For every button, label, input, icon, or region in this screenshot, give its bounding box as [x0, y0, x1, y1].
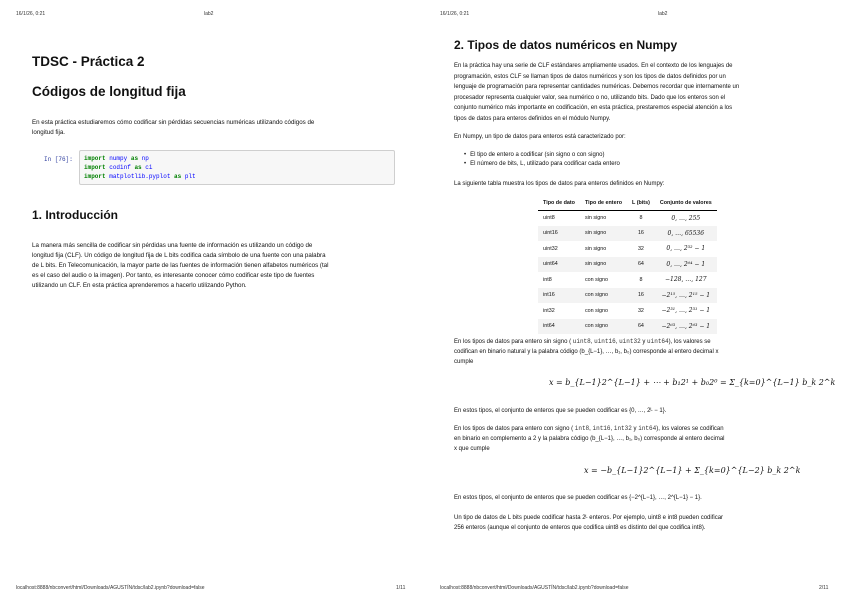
section2-line: programación, estos CLF se llaman tipos de datos numéricos y son los tipos de datos definidos por un — [454, 73, 726, 80]
table-cell: 0, …, 255 — [671, 214, 701, 222]
signed-line: x que cumple — [454, 446, 490, 452]
bullet-list — [464, 151, 620, 169]
unsigned-line: cumple — [454, 359, 474, 365]
bullet-item: • El número de bits, L, utilizado para codificar cada entero — [464, 160, 620, 169]
table-cell: sin signo — [584, 245, 607, 252]
unsigned-line: En los tipos de datos para entero sin signo ( uint8, uint16, uint32 y uint64), los valores se — [454, 338, 711, 345]
capacity-line: 256 enteros (aunque el conjunto de enteros que codifica uint8 es distinto del que codifica int8). — [454, 525, 706, 531]
table-row — [538, 272, 717, 288]
table-cell: uint64 — [538, 257, 580, 273]
equation-signed: x = −b_{L−1}2^{L−1} + Σ_{k=0}^{L−2} b_k 2^k — [584, 466, 801, 475]
capacity-paragraph — [454, 513, 839, 533]
table-cell: −2³¹, …, 2³¹ − 1 — [661, 307, 711, 315]
table-cell: −128, …, 127 — [665, 276, 707, 284]
table-cell: con signo — [580, 319, 627, 335]
table-cell: sin signo — [580, 257, 627, 273]
table-cell: 8 — [639, 276, 643, 283]
code-line: import matplotlib.pyplot as plt — [84, 173, 196, 180]
cell-prompt: In [76]: — [44, 156, 73, 163]
table-cell: uint8 — [543, 215, 555, 221]
page-footer-url: localhost:8888/nbconvert/html/Downloads/AGUSTÍN/tdsc/lab2.ipynb?download=false — [440, 585, 629, 591]
section2-line: conjunto numérico más importante en codificación, en esta práctica, prestaremos especial atención a los — [454, 105, 733, 112]
signed-line: en binario en complemento a 2 y la palabra código (b_{L−1}, …, b₁, b₀) corresponde al entero decimal — [454, 436, 725, 442]
table-row — [538, 303, 717, 319]
code-cell[interactable] — [79, 150, 395, 185]
section1-line: es el caso del audio o la imagen). Por tanto, es interesante conocer cómo codificar este tipo de fuentes — [32, 272, 315, 279]
table-cell: sin signo — [580, 226, 627, 242]
table-cell: 32 — [637, 307, 644, 314]
table-cell: int8 — [543, 276, 552, 283]
table-cell: uint32 — [543, 245, 558, 252]
intro-line: longitud fija. — [32, 129, 66, 136]
column-header: L (bits) — [627, 196, 655, 210]
page-header-date: 16/1/26, 0:21 — [440, 11, 470, 17]
table-cell: uint16 — [538, 226, 580, 242]
table-cell: 0, …, 2³² − 1 — [666, 245, 706, 253]
numpy-intro: En Numpy, un tipo de datos para enteros está caracterizado por: — [454, 134, 626, 140]
page-footer-number: 2/11 — [819, 585, 829, 591]
code-line: import numpy as np — [84, 155, 149, 162]
page-header-title: lab2 — [658, 11, 668, 17]
unsigned-set: En estos tipos, el conjunto de enteros que se pueden codificar es {0, …, 2ᴸ − 1}. — [454, 408, 667, 414]
column-header: Tipo de entero — [580, 196, 627, 210]
table-cell: 8 — [639, 215, 643, 221]
pdf-page-2 — [424, 0, 848, 600]
signed-line: En los tipos de datos para entero con signo ( int8, int16, int32 y int64), los valores se codifican — [454, 425, 724, 432]
unsigned-line: codifican en binario natural y la palabra código (b_{L−1}, …, b₁, b₀) corresponde al entero decimal x — [454, 349, 719, 355]
signed-set: En estos tipos, el conjunto de enteros que se pueden codificar es {−2^{L−1}, …, 2^{L−1} − 1}. — [454, 495, 702, 501]
section2-paragraph — [454, 61, 834, 125]
signed-paragraph — [454, 424, 839, 454]
section-heading: 2. Tipos de datos numéricos en Numpy — [454, 38, 678, 52]
section2-line: procesador representa cualquier valor, sea numérico o no, utilizando bits. Dado que los enteros son el — [454, 94, 726, 101]
table-row — [538, 226, 717, 242]
table-cell: sin signo — [584, 215, 607, 221]
table-cell: −2¹⁵, …, 2¹⁵ − 1 — [655, 288, 717, 304]
data-types-table — [538, 196, 717, 334]
table-cell: int64 — [538, 319, 580, 335]
table-cell: int16 — [538, 288, 580, 304]
table-row — [538, 288, 717, 304]
table-row — [538, 210, 717, 226]
section1-line: La manera más sencilla de codificar sin pérdidas una fuente de información es utilizando un código de — [32, 242, 313, 249]
table-cell: 16 — [627, 226, 655, 242]
table-cell: 0, …, 65536 — [655, 226, 717, 242]
section1-line: longitud fija (CLF). Un código de longitud fija de L bits codifica cada símbolo de una fuente con una palabra — [32, 252, 326, 259]
table-cell: −2⁶³, …, 2⁶³ − 1 — [655, 319, 717, 335]
section2-line: En la práctica hay una serie de CLF estándares ampliamente usados. En el contexto de los lenguajes de — [454, 63, 733, 69]
bullet-item: • El tipo de entero a codificar (sin signo o con signo) — [464, 151, 620, 160]
column-header: Conjunto de valores — [655, 196, 717, 210]
section2-line: tipos de datos para enteros definidos en el módulo Numpy. — [454, 115, 611, 122]
section1-line: de L bits. En Telecomunicación, la mayor parte de las fuentes de información tienen alfabetos numéricos (tal — [32, 262, 329, 269]
table-cell: int32 — [543, 307, 555, 314]
table-cell: 16 — [627, 288, 655, 304]
table-cell: con signo — [584, 276, 609, 283]
table-cell: 32 — [637, 245, 644, 252]
equation-unsigned: x = b_{L−1}2^{L−1} + ⋯ + b₁2¹ + b₀2⁰ = Σ_{k=0}^{L−1} b_k 2^k — [549, 378, 836, 387]
column-header: Tipo de dato — [538, 196, 580, 210]
table-row — [538, 241, 717, 257]
page-footer-url: localhost:8888/nbconvert/html/Downloads/AGUSTÍN/tdsc/lab2.ipynb?download=false — [16, 585, 205, 591]
notebook-subtitle: Códigos de longitud fija — [32, 84, 186, 99]
table-row — [538, 257, 717, 273]
page-header-date: 16/1/26, 0:21 — [16, 11, 46, 17]
section2-line: lenguaje de programación para representar cantidades numéricas. Debemos recordar que internamente un — [454, 84, 740, 91]
intro-line: En esta práctica estudiaremos cómo codificar sin pérdidas secuencias numéricas utilizando códigos de — [32, 119, 315, 126]
section1-paragraph — [32, 241, 410, 291]
table-header-row — [538, 196, 717, 210]
page-header-title: lab2 — [204, 11, 214, 17]
section-heading: 1. Introducción — [32, 208, 119, 222]
section1-line: utilizando un CLF. En esta práctica aprenderemos a hacerlo utilizando Python. — [32, 282, 247, 289]
table-cell: con signo — [580, 288, 627, 304]
unsigned-paragraph — [454, 337, 839, 367]
notebook-title: TDSC - Práctica 2 — [32, 54, 145, 69]
capacity-line: Un tipo de datos de L bits puede codificar hasta 2ᴸ enteros. Por ejemplo, uint8 e int8 pueden codificar — [454, 515, 724, 521]
code-line: import codinf as ci — [84, 164, 153, 171]
intro-paragraph — [32, 118, 402, 138]
table-cell: 64 — [627, 257, 655, 273]
table-cell: 64 — [627, 319, 655, 335]
page-footer-number: 1/11 — [396, 585, 406, 591]
table-cell: con signo — [584, 307, 609, 314]
table-intro: La siguiente tabla muestra los tipos de datos para enteros definidos en Numpy: — [454, 181, 665, 187]
table-row — [538, 319, 717, 335]
table-cell: 0, …, 2⁶⁴ − 1 — [655, 257, 717, 273]
